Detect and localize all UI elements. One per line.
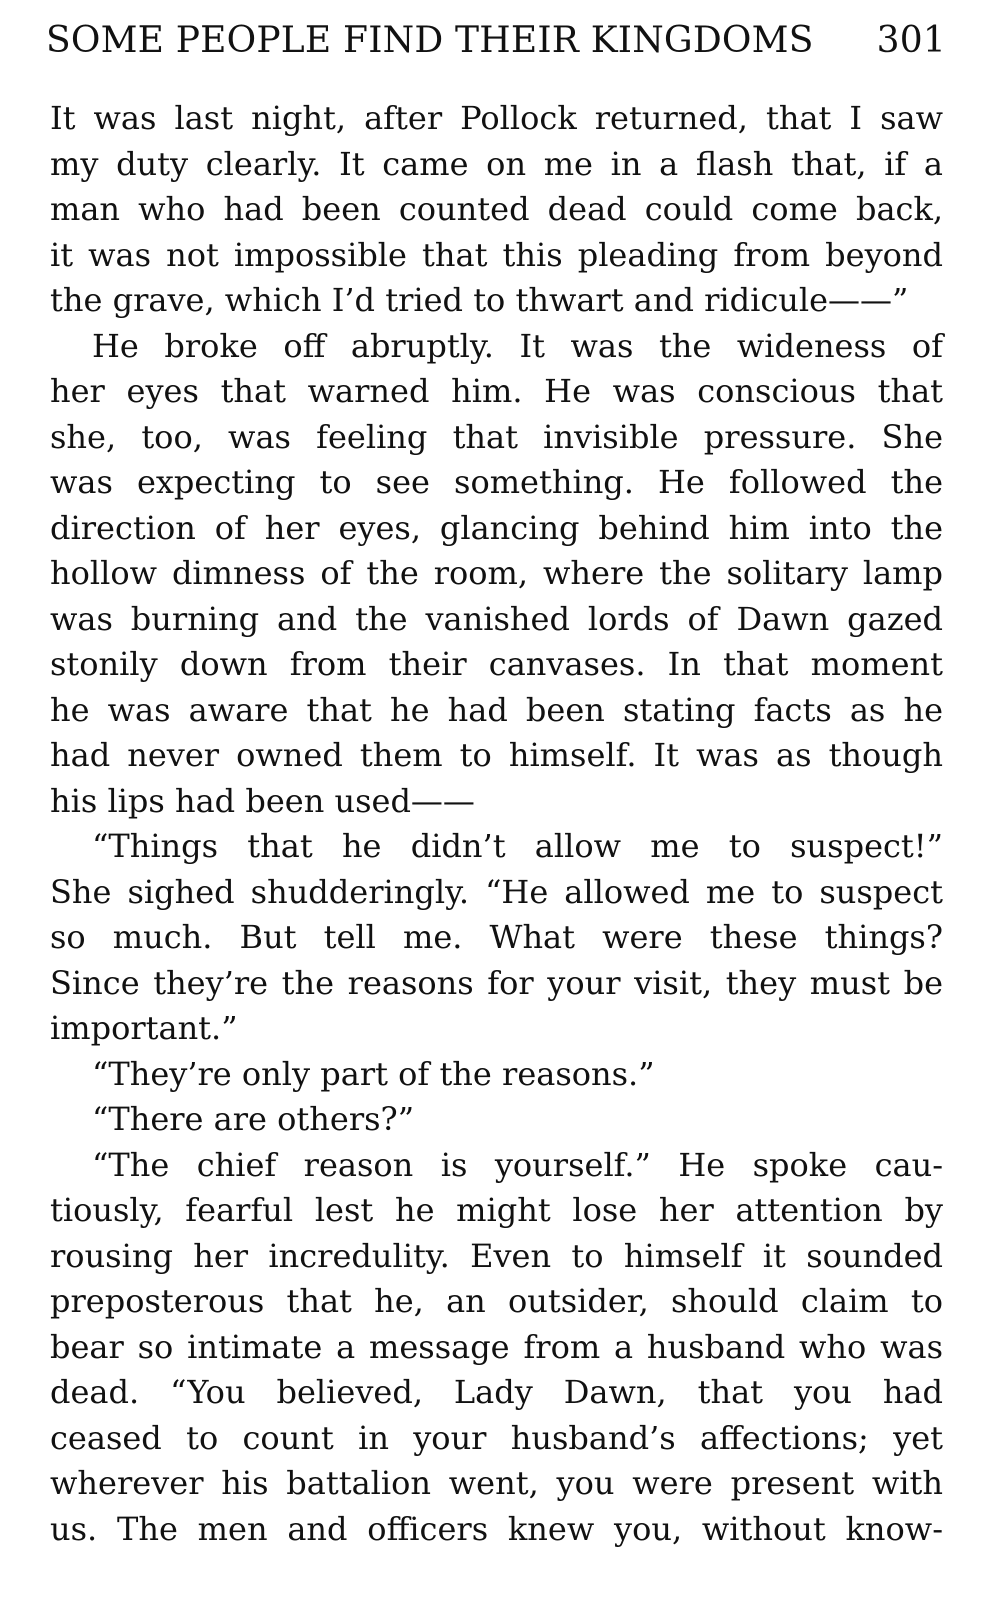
chapter-title: SOME PEOPLE FIND THEIR KINGDOMS: [46, 20, 814, 61]
text-line: stonily down from their canvases. In that moment: [50, 645, 943, 683]
text-line: “There are others?”: [92, 1100, 415, 1138]
text-line: direction of her eyes, glancing behind him into the: [50, 508, 943, 547]
text-line: ceased to count in your husband’s affections; yet: [50, 1418, 943, 1457]
text-line: bear so intimate a message from a husband who was: [50, 1327, 943, 1366]
text-line: he was aware that he had been stating facts as he: [50, 690, 943, 729]
text-line: wherever his battalion went, you were present with: [50, 1464, 943, 1502]
text-line: It was last night, after Pollock returned, that I saw: [50, 99, 943, 137]
text-line: she, too, was feeling that invisible pressure. She: [50, 417, 943, 456]
text-line: “They’re only part of the reasons.”: [92, 1054, 655, 1093]
text-line: her eyes that warned him. He was conscious that: [50, 372, 943, 410]
text-line: us. The men and officers knew you, without know-: [50, 1509, 943, 1548]
text-line: so much. But tell me. What were these things?: [50, 918, 943, 956]
text-line: hollow dimness of the room, where the solitary lamp: [50, 554, 943, 592]
page-number: 301: [876, 20, 946, 61]
text-line: “The chief reason is yourself.” He spoke cau-: [92, 1145, 943, 1184]
text-line: She sighed shudderingly. “He allowed me to suspect: [50, 872, 943, 911]
text-line: man who had been counted dead could come back,: [50, 190, 943, 228]
text-line: important.”: [50, 1009, 238, 1047]
text-line: dead. “You believed, Lady Dawn, that you had: [50, 1373, 943, 1411]
text-line: He broke off abruptly. It was the wideness of: [92, 326, 943, 365]
text-line: Since they’re the reasons for your visit, they must be: [50, 963, 943, 1002]
text-line: his lips had been used——: [50, 781, 475, 820]
text-line: preposterous that he, an outsider, should claim to: [50, 1282, 943, 1320]
text-line: was expecting to see something. He followed the: [50, 463, 943, 501]
text-line: rousing her incredulity. Even to himself it sounded: [50, 1236, 943, 1275]
text-line: “Things that he didn’t allow me to suspect!”: [92, 827, 943, 865]
text-line: the grave, which I’d tried to thwart and ridicule——”: [50, 281, 909, 319]
text-line: my duty clearly. It came on me in a flash that, if a: [50, 144, 943, 183]
running-header: [46, 20, 946, 76]
text-line: was burning and the vanished lords of Dawn gazed: [50, 599, 943, 638]
text-line: it was not impossible that this pleading from beyond: [50, 235, 943, 274]
text-line: tiously, fearful lest he might lose her attention by: [50, 1191, 943, 1229]
body-text: [50, 96, 943, 1552]
text-line: had never owned them to himself. It was as though: [50, 736, 943, 774]
